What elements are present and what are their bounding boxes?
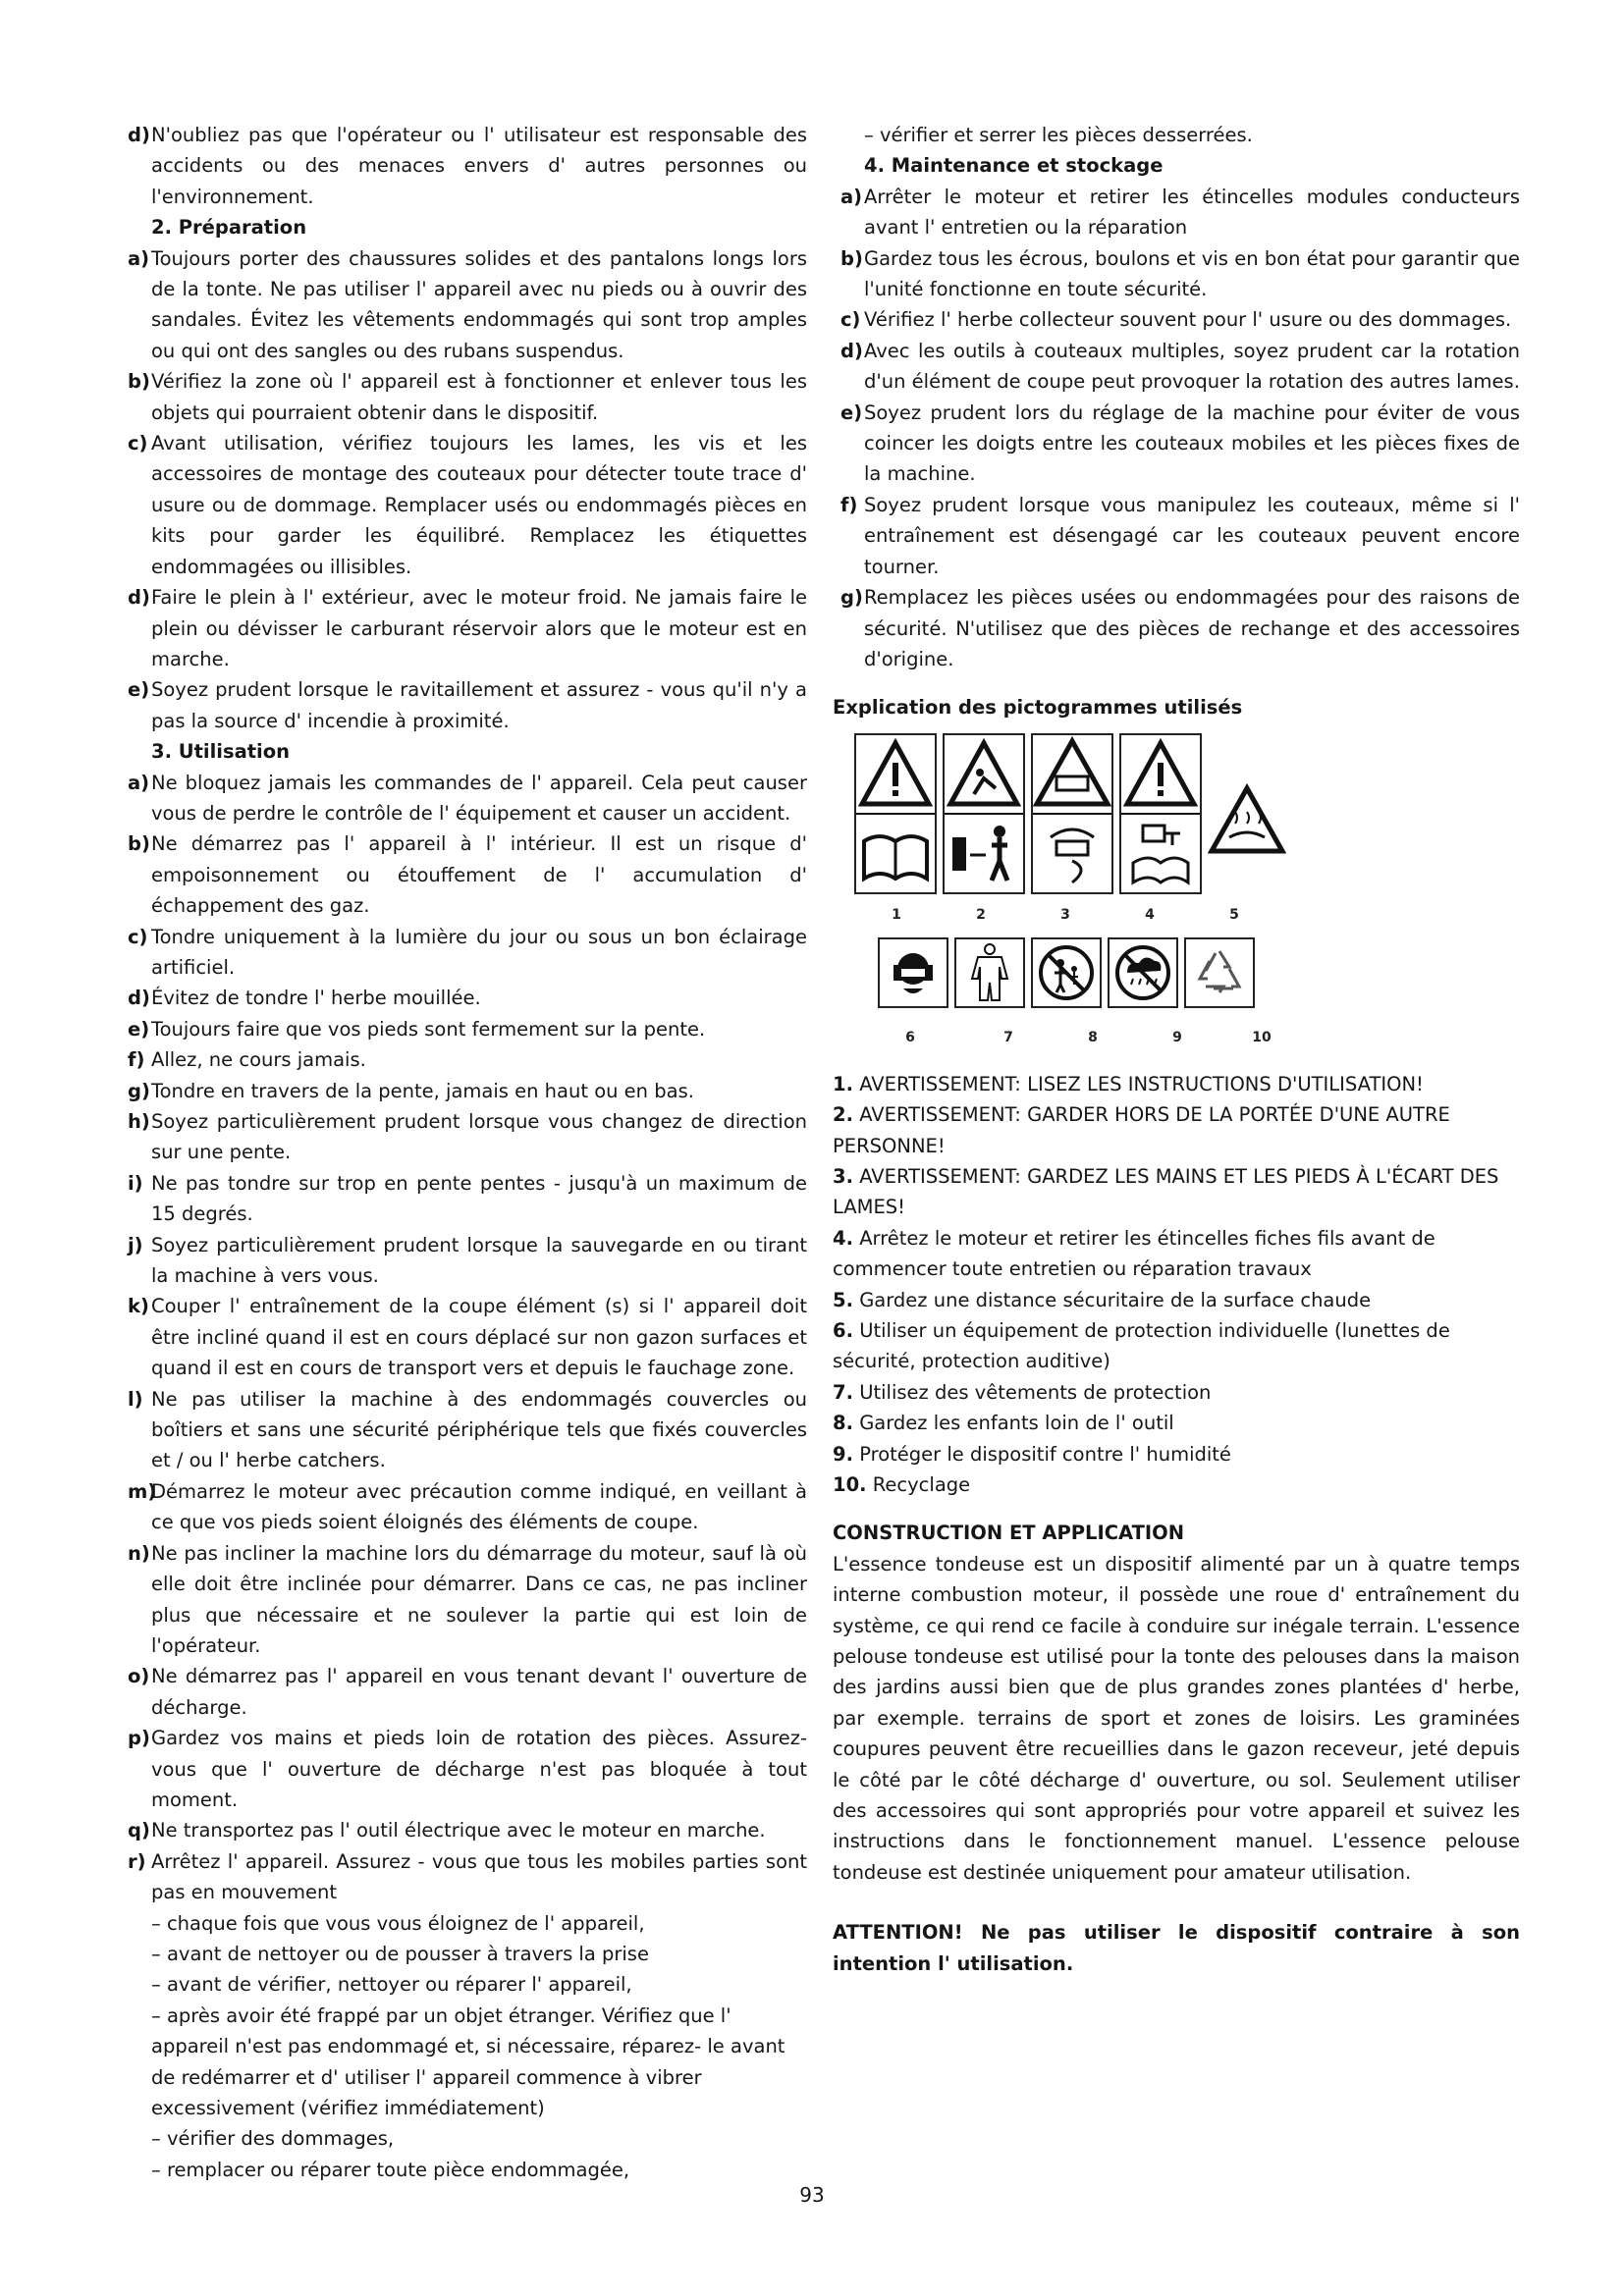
list-item-text: Couper l' entraînement de la coupe élément (s) si l' appareil doit être incliné quand il est en cours déplacé sur non gazon surfaces et quand il est en cours de transport vers et depuis le fauchage zone. [151, 1295, 807, 1380]
pictogram-number: 3 [1060, 907, 1070, 924]
list-item [120, 120, 807, 212]
right-column [833, 120, 1520, 1979]
protect-from-rain-icon [1108, 937, 1178, 1008]
construction-title: CONSTRUCTION ET APPLICATION [833, 1522, 1185, 1545]
list-item-text: Démarrez le moteur avec précaution comme indiqué, en veillant à ce que vos pieds soient éloignés des éléments de coupe. [151, 1479, 807, 1534]
list-item-text: Avec les outils à couteaux multiples, soyez prudent car la rotation d'un élément de coupe peut provoquer la rotation des autres lames. [864, 339, 1520, 394]
sub-list-item: – vérifier des dommages, [151, 2127, 395, 2151]
hot-surface-icon [1208, 733, 1286, 890]
legend-item [833, 1469, 1520, 1500]
pictogram-number: 6 [905, 1030, 915, 1046]
legend-item [833, 1285, 1520, 1315]
pictogram-number: 9 [1172, 1030, 1182, 1046]
list-item-text: Toujours faire que vos pieds sont fermement sur la pente. [151, 1017, 706, 1041]
list-item [120, 1230, 807, 1292]
pictogram-number: 5 [1229, 907, 1239, 924]
sub-list-item: – avant de nettoyer ou de pousser à travers la prise [151, 1942, 649, 1965]
list-item-label: k) [128, 1295, 149, 1318]
legend-text: Utilisez des vêtements de protection [859, 1380, 1212, 1404]
legend-item [833, 1377, 1520, 1408]
list-item-text: Ne pas tondre sur trop en pente pentes - jusqu'à un maximum de 15 degrés. [151, 1171, 807, 1226]
list-item-label: g) [840, 586, 863, 610]
list-item-text: Ne bloquez jamais les commandes de l' appareil. Cela peut causer vous de perdre le contrôle de l' équipement et causer un accident. [151, 771, 807, 825]
page-number: 93 [799, 2183, 825, 2207]
list-item [833, 243, 1520, 305]
list-item-text: Toujours porter des chaussures solides et des pantalons longs lors de la tonte. Ne pas utiliser l' appareil avec nu pieds ou à ouvrir des sandales. Évitez les vêtements endommagés qui sont trop amples ou qui ont des sangles ou des rubans suspendus. [151, 246, 807, 362]
list-item-label: l) [128, 1387, 143, 1411]
list-item-text: Tondre uniquement à la lumière du jour ou sous un bon éclairage artificiel. [151, 925, 807, 979]
list-item-label: a) [128, 246, 150, 270]
protective-clothing-icon [954, 937, 1025, 1008]
pictogram-number: 8 [1088, 1030, 1098, 1046]
construction-text: L'essence tondeuse est un dispositif alimenté par un à quatre temps interne combustion moteur, il possède une roue d' entraînement du système, ce qui rend ce facile à conduire sur inégale terrain. L'essence pelouse tondeuse est utilisé pour la tonte des pelouses dans la maison des jardins aussi bien que de plus grandes zones plantées d' herbe, par exemple. terrains de sport et zones de loisirs. Les graminées coupures peuvent être recueillies dans le gazon receveur, jeté depuis le côté par le côté décharge d' ouverture, ou sol. Seulement utiliser des accessoires qui sont appropriés pour votre appareil et suivez les instructions dans le fonctionnement manuel. L'essence pelouse tondeuse est destinée uniquement pour amateur utilisation. [833, 1552, 1520, 1884]
legend-text: AVERTISSEMENT: GARDEZ LES MAINS ET LES PIEDS À L'ÉCART DES LAMES! [833, 1164, 1499, 1219]
list-item-label: i) [128, 1171, 143, 1195]
pictogram-numbers-row-1 [854, 894, 1520, 937]
legend-number: 6. [833, 1318, 853, 1342]
legend-item [833, 1408, 1520, 1438]
list-item [833, 398, 1520, 490]
legend-item [833, 1315, 1520, 1377]
list-item-text: Soyez particulièrement prudent lorsque la sauvegarde en ou tirant la machine à vers vous. [151, 1233, 807, 1288]
list-item-text: Faire le plein à l' extérieur, avec le moteur froid. Ne jamais faire le plein ou dévisser le carburant réservoir alors que le moteur est en marche. [151, 586, 807, 670]
list-item-text: Arrêtez l' appareil. Assurez - vous que tous les mobiles parties sont pas en mouvement [151, 1849, 807, 1904]
list-item-label: f) [128, 1048, 145, 1072]
legend-item [833, 1161, 1520, 1223]
list-item [833, 304, 1520, 335]
pictogram-number: 1 [892, 907, 901, 924]
list-item-label: c) [128, 925, 148, 948]
legend-item [833, 1439, 1520, 1469]
list-item-text: Évitez de tondre l' herbe mouillée. [151, 987, 481, 1010]
list-item-label: h) [128, 1110, 150, 1133]
legend-item [833, 1223, 1520, 1285]
sub-list-item: – vérifier et serrer les pièces desserrées. [864, 124, 1253, 146]
list-item-label: c) [840, 308, 861, 332]
legend-text: Gardez les enfants loin de l' outil [859, 1412, 1174, 1435]
legend-number: 4. [833, 1226, 853, 1250]
list-item [120, 674, 807, 736]
list-item-label: f) [840, 493, 858, 516]
legend-text: Arrêtez le moteur et retirer les étincelles fiches fils avant de commencer toute entretien ou réparation travaux [833, 1226, 1435, 1281]
section-heading: 3. Utilisation [151, 740, 291, 764]
list-item-label: d) [128, 124, 150, 146]
list-item-text: Remplacez les pièces usées ou endommagées pour des raisons de sécurité. N'utilisez que des pièces de rechange et des accessoires d'origine. [864, 586, 1520, 670]
list-item-label: g) [128, 1079, 150, 1102]
section-heading: 4. Maintenance et stockage [864, 154, 1164, 178]
list-item-text: Arrêter le moteur et retirer les étincelles modules conducteurs avant l' entretien ou la réparation [864, 185, 1520, 240]
list-item-text: Ne pas utiliser la machine à des endommagés couvercles ou boîtiers et sans une sécurité périphérique tels que fixés couvercles et / ou l' herbe catchers. [151, 1387, 807, 1472]
list-item [120, 366, 807, 428]
pictogram-number: 7 [1003, 1030, 1013, 1046]
warning-distance-icon [943, 733, 1025, 894]
warning-unplug-icon [1119, 733, 1202, 894]
list-item-label: b) [128, 370, 150, 394]
list-item-label: e) [128, 678, 150, 702]
list-item-label: d) [128, 586, 150, 610]
list-item-label: n) [128, 1541, 150, 1565]
list-item-text: Ne démarrez pas l' appareil en vous tenant devant l' ouverture de décharge. [151, 1665, 807, 1719]
pictogram-row-2 [878, 937, 1520, 1008]
list-item-text: Allez, ne cours jamais. [151, 1048, 366, 1072]
legend-text: Utiliser un équipement de protection individuelle (lunettes de sécurité, protection auditive) [833, 1318, 1450, 1373]
list-item-label: d) [128, 987, 150, 1010]
list-item-text: Soyez particulièrement prudent lorsque vous changez de direction sur une pente. [151, 1110, 807, 1164]
list-item-label: c) [128, 432, 148, 455]
list-item-label: b) [128, 832, 150, 856]
legend-text: AVERTISSEMENT: GARDER HORS DE LA PORTÉE D'UNE AUTRE PERSONNE! [833, 1103, 1450, 1157]
list-item-text: N'oubliez pas que l'opérateur ou l' utilisateur est responsable des accidents ou des menaces envers d' autres personnes ou l'environnement. [151, 124, 807, 208]
legend-item [833, 1099, 1520, 1161]
list-item [120, 828, 807, 921]
recycle-icon [1184, 937, 1255, 1008]
list-item-label: e) [128, 1017, 150, 1041]
warning-book-icon [854, 733, 937, 894]
list-item [120, 1014, 807, 1044]
section-heading: 2. Préparation [151, 216, 307, 240]
list-item [120, 1815, 807, 1845]
pictograms-title: Explication des pictogrammes utilisés [833, 696, 1243, 720]
sub-list-item: – avant de vérifier, nettoyer ou réparer l' appareil, [151, 1973, 632, 1997]
legend-text: Protéger le dispositif contre l' humidité [859, 1442, 1231, 1466]
list-item-text: Ne démarrez pas l' appareil à l' intérieur. Il est un risque d' empoisonnement ou étouffement de l' accumulation d' échappement des gaz. [151, 832, 807, 918]
legend-number: 10. [833, 1473, 867, 1496]
legend-item [833, 1069, 1520, 1099]
goggles-earmuffs-icon [878, 937, 948, 1008]
legend-number: 7. [833, 1380, 853, 1404]
list-item-label: m) [128, 1479, 157, 1503]
sub-list-item: – chaque fois que vous vous éloignez de l' appareil, [151, 1911, 645, 1935]
list-item [120, 1661, 807, 1723]
list-item-label: a) [128, 771, 150, 794]
sub-list-item: – après avoir été frappé par un objet étranger. Vérifiez que l' appareil n'est pas endommagé et, si nécessaire, réparez- le avant de redémarrer et d' utiliser l' appareil commence à vibrer excessivement (vérifiez immédiatement) [151, 2003, 785, 2119]
list-item [833, 336, 1520, 398]
list-item [120, 1723, 807, 1815]
legend-number: 5. [833, 1288, 853, 1311]
pictogram-number: 4 [1145, 907, 1155, 924]
legend-number: 9. [833, 1442, 853, 1466]
list-item-text: Vérifiez l' herbe collecteur souvent pour l' usure ou des dommages. [864, 308, 1512, 332]
legend-text: Gardez une distance sécuritaire de la surface chaude [859, 1288, 1372, 1311]
list-item-label: b) [840, 246, 863, 270]
list-item [120, 768, 807, 829]
list-item-text: Soyez prudent lorsque le ravitaillement et assurez - vous qu'il n'y a pas la source d' incendie à proximité. [151, 678, 807, 732]
list-item-text: Tondre en travers de la pente, jamais en haut ou en bas. [151, 1079, 694, 1102]
legend-text: Recyclage [872, 1473, 971, 1496]
list-item [120, 983, 807, 1013]
list-item-text: Vérifiez la zone où l' appareil est à fonctionner et enlever tous les objets qui pourraient obtenir dans le dispositif. [151, 370, 807, 424]
pictogram-number: 2 [976, 907, 986, 924]
list-item-label: e) [840, 400, 863, 424]
keep-children-away-icon [1031, 937, 1102, 1008]
list-item [120, 1044, 807, 1075]
sub-list-item: – remplacer ou réparer toute pièce endommagée, [151, 2158, 630, 2181]
legend-text: AVERTISSEMENT: LISEZ LES INSTRUCTIONS D'UTILISATION! [859, 1072, 1424, 1095]
pictogram-number: 10 [1252, 1030, 1272, 1046]
list-item [120, 582, 807, 674]
list-item [120, 428, 807, 582]
list-item-text: Soyez prudent lors du réglage de la machine pour éviter de vous coincer les doigts entre les couteaux mobiles et les pièces fixes de la machine. [864, 400, 1520, 486]
legend-number: 3. [833, 1164, 853, 1188]
legend-number: 2. [833, 1103, 853, 1127]
list-item [120, 1476, 807, 1538]
legend-number: 1. [833, 1072, 853, 1095]
list-item [120, 1846, 807, 1908]
list-item-label: r) [128, 1849, 146, 1873]
list-item-label: p) [128, 1727, 150, 1750]
pictogram-row-1 [854, 733, 1520, 894]
list-item [120, 243, 807, 367]
pictogram-legend [833, 1069, 1520, 1501]
list-item-label: d) [840, 339, 863, 362]
attention-notice: ATTENTION! Ne pas utiliser le dispositif contraire à son intention l' utilisation. [833, 1921, 1520, 1975]
list-item [120, 1168, 807, 1230]
list-item-text: Ne transportez pas l' outil électrique avec le moteur en marche. [151, 1819, 766, 1842]
list-item-label: a) [840, 185, 863, 208]
list-item-text: Gardez vos mains et pieds loin de rotation des pièces. Assurez- vous que l' ouverture de décharge n'est pas bloquée à tout moment. [151, 1727, 807, 1811]
list-item [120, 1291, 807, 1383]
list-item-label: q) [128, 1819, 150, 1842]
legend-number: 8. [833, 1412, 853, 1435]
list-item [120, 922, 807, 984]
list-item [833, 582, 1520, 674]
left-column [120, 120, 807, 2185]
pictogram-numbers-row-2 [854, 1008, 1520, 1069]
maintenance-section [833, 120, 1520, 674]
list-item [120, 1384, 807, 1476]
list-item-text: Avant utilisation, vérifiez toujours les lames, les vis et les accessoires de montage des couteaux pour détecter toute trace d' usure ou de dommage. Remplacer usés ou endommagés pièces en kits pour garder les équilibré. Remplacez les étiquettes endommagées ou illisibles. [151, 432, 807, 578]
list-item [833, 182, 1520, 243]
list-item-label: o) [128, 1665, 150, 1688]
list-item-text: Ne pas incliner la machine lors du démarrage du moteur, sauf là où elle doit être inclinée pour démarrer. Dans ce cas, ne pas incliner plus que nécessaire et ne soulever la partie qui est loin de l'opérateur. [151, 1541, 807, 1657]
list-item-label: j) [128, 1233, 143, 1256]
list-item-text: Gardez tous les écrous, boulons et vis en bon état pour garantir que l'unité fonctionne en toute sécurité. [864, 246, 1520, 301]
list-item [120, 1106, 807, 1168]
warning-blade-icon [1031, 733, 1113, 894]
list-item [120, 1538, 807, 1662]
list-item [120, 1076, 807, 1106]
list-item [833, 490, 1520, 582]
list-item-text: Soyez prudent lorsque vous manipulez les couteaux, même si l' entraînement est désengagé car les couteaux peuvent encore tourner. [864, 493, 1520, 578]
